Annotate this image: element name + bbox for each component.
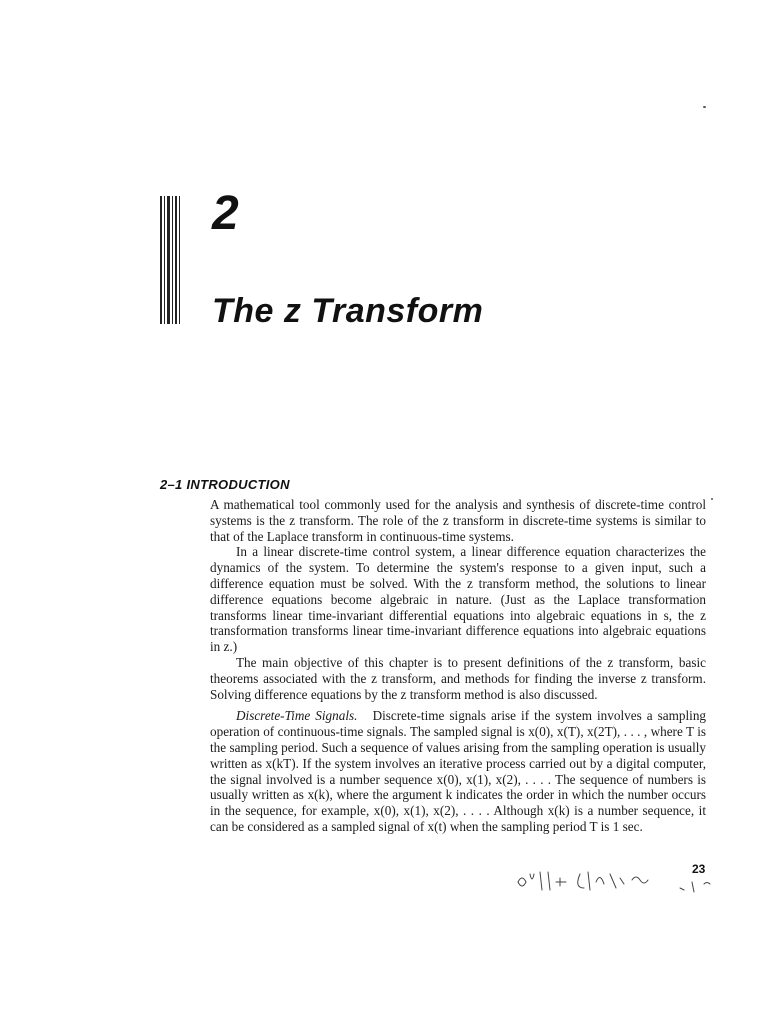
paragraph-discrete-time-signals (210, 708, 706, 834)
chapter-title: The z Transform (212, 292, 484, 330)
scan-speck (703, 106, 706, 108)
paragraph-difference-equations: In a linear discrete-time control system, a linear difference equation characterizes the dynamics of the system. To determine the system's response to a given input, such a difference equation must be solved. With the z transform method, the solutions to linear difference equations become algebraic in nature. (Just as the Laplace transformation transforms linear time-invariant differential equations into algebraic equations in s, the z transformation transforms linear time-invariant difference equations into algebraic equations in z.) (210, 544, 706, 655)
chapter-number: 2 (212, 187, 239, 240)
chapter-marker-bars (160, 196, 182, 324)
scan-speck (711, 498, 713, 500)
paragraph-intro: A mathematical tool commonly used for the analysis and synthesis of discrete-time control systems is the z transform. The role of the z transform in discrete-time systems is similar to that of the Laplace transform in continuous-time systems. (210, 497, 706, 544)
handwritten-annotation (510, 862, 740, 902)
page-number: 23 (692, 862, 706, 876)
body-text (210, 497, 706, 835)
run-in-heading: Discrete-Time Signals. (236, 708, 358, 724)
section-heading: 2–1 INTRODUCTION (160, 477, 290, 492)
paragraph-chapter-objective: The main objective of this chapter is to present definitions of the z transform, basic theorems associated with the z transform, and methods for finding the inverse z transform. Solving difference equations by the z transform method is also discussed. (210, 654, 706, 702)
paragraph-discrete-time-signals-text: Discrete-time signals arise if the system involves a sampling operation of continuous-time signals. The sampled signal is x(0), x(T), x(2T), . . . , where T is the sampling period. Such a sequence of values arising from the sampling operation is usually written as x(kT). If the system involves an iterative process carried out by a digital computer, the signal involved is a number sequence x(0), x(1), x(2), . . . . The sequence of numbers is usually written as x(k), where the argument k indicates the order in which the number occurs in the sequence, for example, x(0), x(1), x(2), . . . . Although x(k) is a number sequence, it can be considered as a sampled signal of x(t) when the sampling period T is 1 sec. (210, 708, 707, 834)
